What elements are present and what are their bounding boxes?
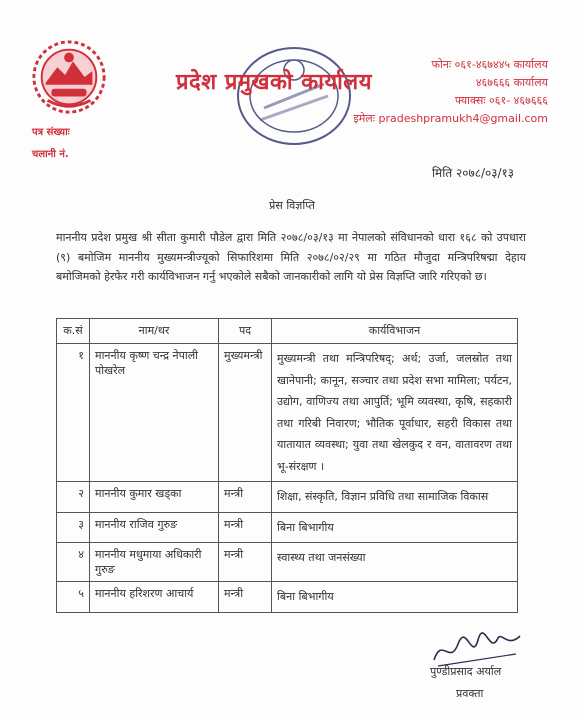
office-phone-2: ४६७६६६ कार्यालय	[475, 76, 548, 89]
row-portfolio: स्वास्थ्य तथा जनसंख्या	[272, 543, 518, 582]
row-name: माननीय राजिव गुरुङ	[90, 512, 219, 543]
portfolio-table	[56, 318, 518, 613]
table-row	[57, 482, 518, 513]
row-sn: ५	[57, 582, 90, 613]
signatory-title: प्रवक्ता	[456, 687, 484, 700]
office-title: प्रदेश प्रमुखको कार्यालय	[176, 69, 372, 95]
signatory-name: पुण्डीप्रसाद अर्याल	[430, 665, 502, 678]
contact-block	[348, 56, 548, 128]
row-post: मन्त्री	[219, 512, 272, 543]
row-post: मन्त्री	[219, 543, 272, 582]
reference-fields	[32, 122, 70, 166]
document-date: मिति २०७८/०३/१३	[431, 166, 514, 180]
office-phone: फोनः ०६१-४६७४४५ कार्यालय	[431, 58, 548, 71]
row-post: मन्त्री	[219, 582, 272, 613]
row-portfolio: मुख्यमन्त्री तथा मन्त्रिपरिषद्; अर्थ; उर्जा, जलस्रोत तथा खानेपानी; कानून, सञ्चार तथा प्रदेश सभा मामिला; पर्यटन, उद्योग, वाणिज्य तथा आपुर्ति; भूमि व्यवस्था, कृषि, सहकारी तथा गरिबी निवारण; भौतिक पूर्वाधार, सहरी विकास तथा यातायात व्यवस्था; युवा तथा खेलकुद र वन, वातावरण तथा भू-संरक्षण ।	[272, 344, 518, 482]
table-row	[57, 543, 518, 582]
header-sn: क.सं	[57, 319, 90, 344]
row-portfolio: बिना बिभागीय	[272, 512, 518, 543]
row-sn: २	[57, 482, 90, 513]
table-header-row	[57, 319, 518, 344]
header-post: पद	[219, 319, 272, 344]
table-row	[57, 512, 518, 543]
nepal-emblem-icon	[30, 38, 108, 116]
row-name: माननीय कृष्ण चन्द्र नेपाली पोखरेल	[90, 344, 219, 482]
notice-title: प्रेस विज्ञप्ति	[269, 199, 315, 212]
ref-patra-label: पत्र संख्याः	[32, 127, 70, 138]
row-post: मुख्यमन्त्री	[219, 344, 272, 482]
body-paragraph: माननीय प्रदेश प्रमुख श्री सीता कुमारी पौडेल द्वारा मिति २०७८/०३/१३ मा नेपालको संविधानको धारा १६८ को उपधारा (९) बमोजिम माननीय मुख्यमन्त्रीज्यूको सिफारिशमा मिति २०७८/०२/२९ मा गठित मौजुदा मन्त्रिपरिषद्मा देहाय बमोजिमको हेरफेर गरी कार्यविभाजन गर्नु भएकोले सबैको जानकारीको लागि यो प्रेस विज्ञप्ति जारि गरिएको छ।	[56, 231, 526, 283]
row-sn: १	[57, 344, 90, 482]
row-name: माननीय मधुमाया अधिकारी गुरुङ	[90, 543, 219, 582]
row-sn: ४	[57, 543, 90, 582]
row-sn: ३	[57, 512, 90, 543]
row-name: माननीय हरिशरण आचार्य	[90, 582, 219, 613]
office-seal-stamp	[234, 44, 354, 148]
header-name: नाम/थर	[90, 319, 219, 344]
header-portfolio: कार्यविभाजन	[272, 319, 518, 344]
row-portfolio: शिक्षा, संस्कृति, विज्ञान प्रविधि तथा सामाजिक विकास	[272, 482, 518, 513]
row-name: माननीय कुमार खड्का	[90, 482, 219, 513]
email-address: इमेलः pradeshpramukh4@gmail.com	[353, 112, 548, 125]
row-post: मन्त्री	[219, 482, 272, 513]
ref-chalani-label: चलानी नं.	[32, 149, 69, 160]
fax-number: फ्याक्सः ०६१- ४६७६६६	[454, 94, 548, 107]
table-row	[57, 582, 518, 613]
table-row	[57, 344, 518, 482]
row-portfolio: बिना बिभागीय	[272, 582, 518, 613]
